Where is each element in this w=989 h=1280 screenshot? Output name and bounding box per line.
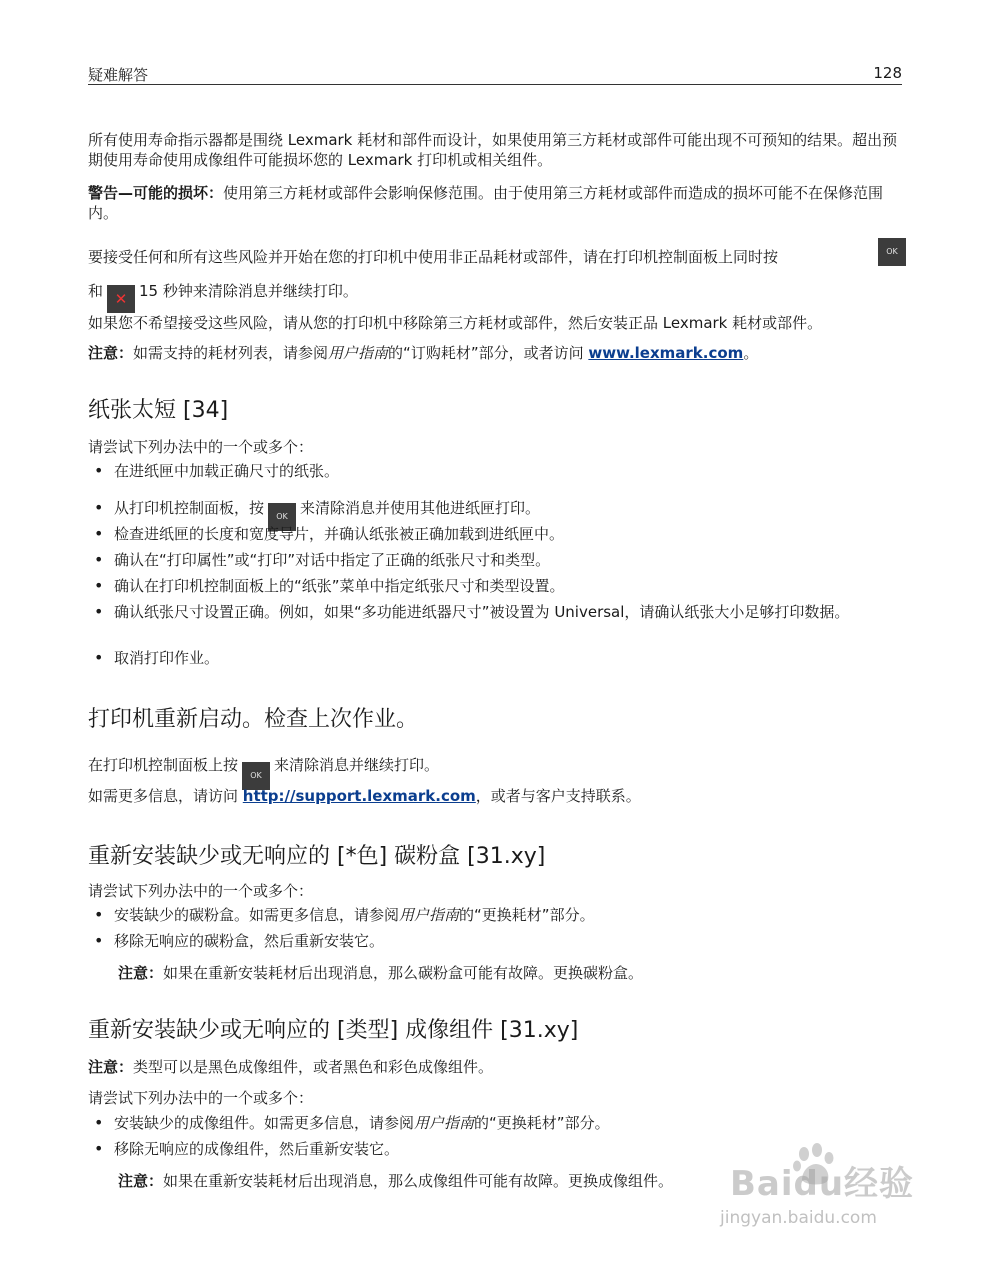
- note-label: 注意：: [118, 964, 164, 982]
- section-title-paper-short: 纸张太短 [34]: [88, 398, 229, 423]
- header-section-title: 疑难解答: [88, 66, 149, 84]
- list-item: • 移除无响应的碳粉盒，然后重新安装它。: [88, 931, 902, 951]
- watermark-logo: Baidu经验: [730, 1164, 915, 1204]
- accept-risk-line-1: [88, 247, 778, 267]
- accept-risk-line-2: [88, 281, 358, 313]
- baidu-watermark: [720, 1140, 940, 1240]
- accept-risk-text: 要接受任何和所有这些风险并开始在您的打印机中使用非正品耗材或部件，请在打印机控制面板上同时按: [88, 248, 779, 266]
- list-item: • 取消打印作业。: [88, 648, 902, 668]
- header-page-number: 128: [873, 64, 902, 82]
- list-item: • 在进纸匣中加载正确尺寸的纸张。: [88, 461, 902, 481]
- support-paragraph: 如需更多信息，请访问 http://support.lexmark.com，或者与客户支持联系。: [88, 787, 641, 805]
- note-label: 注意：: [88, 1058, 134, 1076]
- accept-risk-text-end: 15 秒钟来清除消息并继续打印。: [139, 282, 358, 300]
- decline-risk-paragraph: 如果您不希望接受这些风险，请从您的打印机中移除第三方耗材或部件，然后安装正品 Lexmark 耗材或部件。: [88, 314, 823, 332]
- user-guide-ref: 用户指南: [399, 906, 460, 924]
- list-item: • 检查进纸匣的长度和宽度导片，并确认纸张被正确加载到进纸匣中。: [88, 524, 902, 544]
- restart-instruction: 在打印机控制面板上按OK来清除消息并继续打印。: [88, 755, 439, 790]
- warning-paragraph: [88, 183, 902, 223]
- ok-button-icon: OK: [242, 762, 270, 790]
- list-item: • 确认在“打印属性”或“打印”对话中指定了正确的纸张尺寸和类型。: [88, 550, 902, 570]
- type-note: 注意：类型可以是黑色成像组件，或者黑色和彩色成像组件。: [88, 1058, 494, 1076]
- list-item: • 确认在打印机控制面板上的“纸张”菜单中指定纸张尺寸和类型设置。: [88, 576, 902, 596]
- warning-text: 使用第三方耗材或部件会影响保修范围。由于使用第三方耗材或部件而造成的损坏可能不在保修范围内。: [88, 184, 884, 222]
- list-item: • 从打印机控制面板，按 OK 来清除消息并使用其他进纸匣打印。: [88, 498, 902, 531]
- ok-button-icon: OK: [268, 503, 296, 531]
- note-label: 注意：: [88, 344, 134, 362]
- lexmark-link[interactable]: www.lexmark.com: [588, 344, 744, 362]
- section-lead: 请尝试下列办法中的一个或多个：: [88, 1089, 314, 1107]
- section-title-imaging-unit: 重新安装缺少或无响应的 [类型] 成像组件 [31.xy]: [88, 1018, 579, 1043]
- list-item: • 移除无响应的成像组件，然后重新安装它。: [88, 1139, 902, 1159]
- and-text: 和: [88, 282, 104, 300]
- watermark-url: jingyan.baidu.com: [720, 1208, 877, 1228]
- list-item: • 安装缺少的碳粉盒。如需更多信息，请参阅用户指南的“更换耗材”部分。: [88, 905, 902, 925]
- section-lead: 请尝试下列办法中的一个或多个：: [88, 438, 314, 456]
- support-link[interactable]: http://support.lexmark.com: [242, 787, 476, 805]
- section-title-toner: 重新安装缺少或无响应的 [*色] 碳粉盒 [31.xy]: [88, 844, 546, 869]
- section-lead: 请尝试下列办法中的一个或多个：: [88, 882, 314, 900]
- list-item: • 确认纸张尺寸设置正确。例如，如果“多功能进纸器尺寸”被设置为 Universal，请确认纸张大小足够打印数据。: [88, 602, 884, 622]
- ok-button-icon: OK: [878, 238, 906, 266]
- document-page: [88, 0, 902, 1280]
- note-label: 注意：: [118, 1172, 164, 1190]
- page-header: [88, 62, 902, 85]
- cancel-x-button-icon: ✕: [107, 285, 135, 313]
- user-guide-ref: 用户指南: [328, 344, 389, 362]
- intro-paragraph: 所有使用寿命指示器都是围绕 Lexmark 耗材和部件而设计，如果使用第三方耗材或部件可能出现不可预知的结果。超出预期使用寿命使用成像组件可能损坏您的 Lexmark 打印机或相关组件。: [88, 131, 898, 169]
- imaging-note: 注意：如果在重新安装耗材后出现消息，那么成像组件可能有故障。更换成像组件。: [118, 1172, 674, 1190]
- list-item: • 安装缺少的成像组件。如需更多信息，请参阅用户指南的“更换耗材”部分。: [88, 1113, 902, 1133]
- toner-note: 注意：如果在重新安装耗材后出现消息，那么碳粉盒可能有故障。更换碳粉盒。: [118, 964, 644, 982]
- user-guide-ref: 用户指南: [414, 1114, 475, 1132]
- section-title-printer-restart: 打印机重新启动。检查上次作业。: [88, 707, 419, 732]
- warning-label: 警告—可能的损坏：: [88, 184, 224, 202]
- supplies-note: 注意：如需支持的耗材列表，请参阅用户指南的“订购耗材”部分，或者访问 www.lexmark.com。: [88, 344, 759, 362]
